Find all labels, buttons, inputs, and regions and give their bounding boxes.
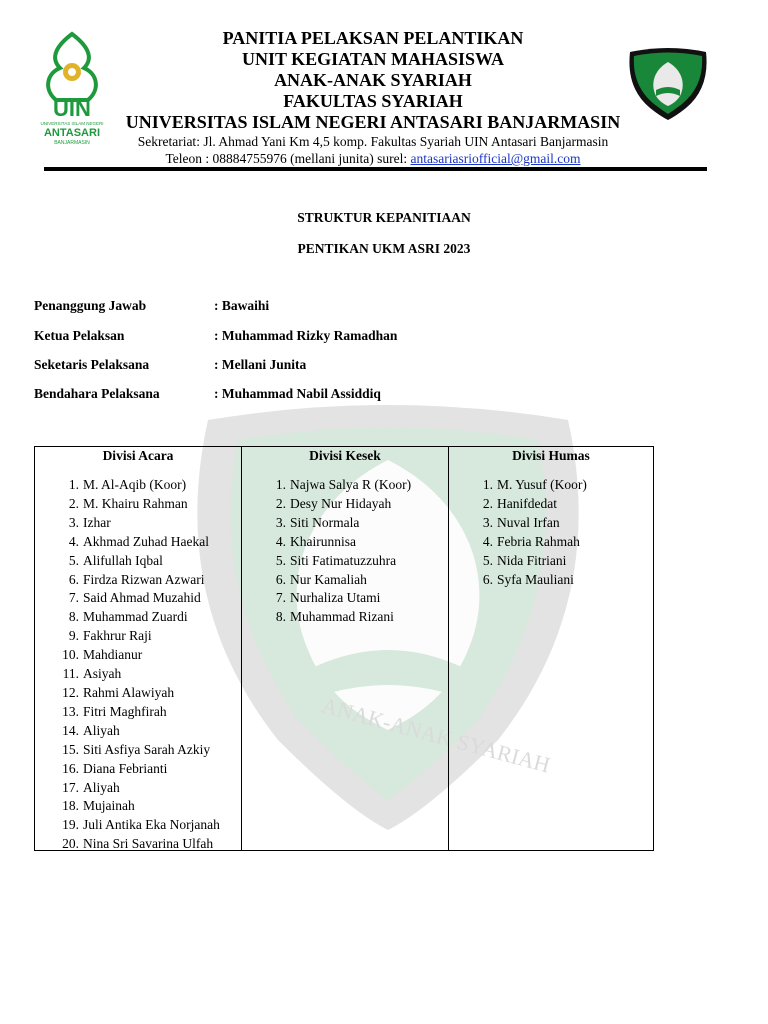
watermark-text: ANAK-ANAK SYARIAH [319,692,553,778]
member-number: 15. [62,741,79,757]
letterhead-address: Sekretariat: Jl. Ahmad Yani Km 4,5 komp. Fakultas Syariah UIN Antasari Banjarmasin [137,134,609,149]
member-number: 4. [68,533,79,549]
member-name: Nur Kamaliah [290,571,367,587]
official-row [34,328,397,344]
member-number: 19. [62,817,79,833]
member-number: 16. [62,760,79,776]
member-item [449,571,653,590]
letterhead-faculty: FAKULTAS SYARIAH [283,91,463,111]
member-number: 11. [62,666,79,682]
official-value: : Mellani Junita [214,357,307,372]
member-name: Febria Rahmah [497,533,580,549]
member-number: 8. [68,609,79,625]
member-name: Siti Normala [290,514,360,530]
member-number: 4. [275,533,286,549]
member-name: Desy Nur Hidayah [290,495,392,511]
member-item [35,552,241,571]
member-name: Izhar [83,514,111,530]
member-number: 7. [68,590,79,606]
member-item [35,476,241,495]
member-name: Akhmad Zuhad Haekal [83,533,209,549]
letterhead-committee: PANITIA PELAKSAN PELANTIKAN [222,28,524,48]
uin-logo-name: ANTASARI [43,127,101,139]
member-name: Nuval Irfan [497,514,560,530]
member-number: 1. [68,477,79,492]
member-item [242,589,448,608]
member-name: Nida Fitriani [497,552,567,568]
member-item [35,722,241,741]
member-number: 8. [275,609,286,625]
document-subtitle: PENTIKAN UKM ASRI 2023 [297,241,471,256]
division-table [34,446,654,851]
member-number: 5. [68,552,79,568]
letterhead-contact [128,150,618,167]
member-item [35,627,241,646]
member-item [35,797,241,816]
member-number: 6. [482,571,493,587]
member-name: Alifullah Iqbal [83,552,163,568]
member-number: 1. [482,477,493,492]
member-item [242,608,448,627]
member-name: Nina Sri Savarina Ulfah [83,836,214,852]
member-name: Diana Febrianti [83,760,168,776]
member-item [242,533,448,552]
member-number: 2. [482,495,493,511]
member-number: 17. [62,779,79,795]
member-item [35,684,241,703]
letterhead-organization: ANAK-ANAK SYARIAH [274,70,472,90]
official-value: : Muhammad Rizky Ramadhan [214,328,398,343]
member-list [35,476,241,854]
letterhead [125,28,621,167]
member-number: 1. [275,477,286,492]
member-name: Aliyah [83,722,120,738]
member-item [35,646,241,665]
member-name: Juli Antika Eka Norjanah [83,817,220,833]
member-name: Rahmi Alawiyah [83,684,175,700]
member-name: Khairunnisa [290,533,356,549]
member-name: Fakhrur Raji [83,628,152,644]
member-name: Said Ahmad Muzahid [83,590,201,606]
division-column-acara [35,447,241,850]
uin-logo-mark: UIN [53,96,91,121]
member-name: Siti Fatimatuzzuhra [290,552,397,568]
member-name: Mujainah [83,798,135,814]
official-label: Penanggung Jawab [34,298,147,313]
division-title: Divisi Acara [102,448,174,463]
contact-email-link[interactable]: antasariasriofficial@gmail.com [410,151,581,166]
member-item [35,779,241,798]
member-name: M. Al-Aqib (Koor) [83,477,187,492]
member-name: Syfa Mauliani [497,571,574,587]
official-label: Seketaris Pelaksana [34,357,150,372]
member-item [242,514,448,533]
letterhead-unit: UNIT KEGIATAN MAHASISWA [241,49,505,69]
member-number: 5. [482,552,493,568]
member-name: Nurhaliza Utami [290,590,381,606]
member-number: 3. [275,514,286,530]
member-item [35,495,241,514]
member-item [35,608,241,627]
member-name: Siti Asfiya Sarah Azkiy [83,741,211,757]
member-name: Firdza Rizwan Azwari [83,571,205,587]
member-number: 20. [62,836,79,852]
member-number: 18. [62,798,79,814]
member-number: 9. [68,628,79,644]
member-name: Muhammad Rizani [290,609,394,625]
member-number: 6. [68,571,79,587]
member-item [35,514,241,533]
ukm-emblem-logo [626,44,710,120]
official-value: : Bawaihi [214,298,270,313]
member-number: 10. [62,647,79,663]
member-number: 3. [482,514,493,530]
official-value: : Muhammad Nabil Assiddiq [214,386,381,401]
division-column-kesek [241,447,448,850]
member-item [35,571,241,590]
member-number: 3. [68,514,79,530]
member-item [35,741,241,760]
member-name: M. Yusuf (Koor) [497,477,587,492]
member-number: 7. [275,590,286,606]
division-title: Divisi Humas [512,448,590,463]
member-number: 2. [68,495,79,511]
member-number: 5. [275,552,286,568]
member-item [242,495,448,514]
uin-logo-sub2: BANJARMASIN [54,140,90,146]
member-item [35,703,241,722]
member-item [449,514,653,533]
division-title: Divisi Kesek [309,448,381,463]
member-item [35,816,241,835]
official-row [34,357,306,373]
division-column-humas [448,447,653,850]
contact-phone: Teleon : 08884755976 (mellani junita) surel: [165,151,411,166]
member-number: 13. [62,703,79,719]
member-item [35,760,241,779]
member-number: 12. [62,684,79,700]
letterhead-university: UNIVERSITAS ISLAM NEGERI ANTASARI BANJARMASIN [125,112,621,132]
official-label: Ketua Pelaksan [34,328,125,343]
member-list [449,476,653,589]
member-name: Muhammad Zuardi [83,609,188,625]
member-number: 2. [275,495,286,511]
member-item [35,533,241,552]
member-item [35,665,241,684]
member-item [449,533,653,552]
member-name: Aliyah [83,779,120,795]
uin-logo-sub1: UNIVERSITAS ISLAM NEGERI [40,121,104,126]
member-name: Mahdianur [83,647,143,663]
official-row [34,298,269,314]
member-name: M. Khairu Rahman [83,495,188,511]
member-name: Asiyah [83,666,122,682]
member-number: 4. [482,533,493,549]
member-number: 6. [275,571,286,587]
member-item [242,476,448,495]
official-label: Bendahara Pelaksana [34,386,160,401]
letterhead-divider [44,167,707,171]
member-number: 14. [62,722,79,738]
member-item [449,495,653,514]
member-item [242,571,448,590]
member-name: Fitri Maghfirah [83,703,167,719]
member-name: Hanifdedat [497,495,557,511]
official-row [34,386,381,402]
member-name: Najwa Salya R (Koor) [290,477,412,492]
member-list [242,476,448,627]
member-item [449,552,653,571]
member-item [449,476,653,495]
member-item [242,552,448,571]
document-title: STRUKTUR KEPANITIAAN [297,210,471,225]
member-item [35,589,241,608]
member-item [35,835,241,854]
